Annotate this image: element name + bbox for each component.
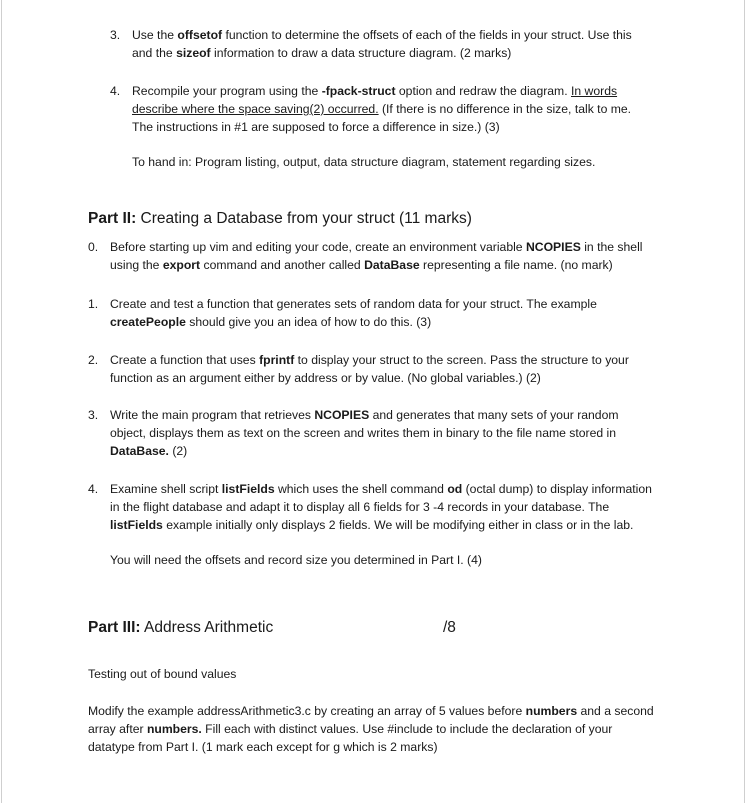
offsets-note: You will need the offsets and record size you determined in Part I. (4) — [110, 553, 482, 567]
part3-paragraph: Modify the example addressArithmetic3.c by creating an array of 5 values before numbers and a second array after numbers. Fill each with distinct values. Use #include to include the declaration of your datatype from Part I. (1 mark each except for g which is 2 marks) — [88, 704, 654, 754]
item-number: 4. — [110, 84, 121, 98]
item-text: Create and test a function that generates sets of random data for your struct. The example createPeople should give you an idea of how to do this. (3) — [110, 297, 597, 329]
page-left-edge — [1, 0, 2, 803]
item-number: 3. — [88, 408, 99, 422]
part3-heading: Part III: Address Arithmetic — [88, 619, 274, 636]
item-number: 3. — [110, 28, 121, 42]
part2-heading: Part II: Creating a Database from your struct (11 marks) — [88, 210, 472, 227]
item-number: 0. — [88, 240, 99, 254]
part3-score: /8 — [443, 619, 456, 636]
item-text: Create a function that uses fprintf to display your struct to the screen. Pass the structure to your function as an argument either by address or by value. (No global variables.) (2) — [110, 353, 629, 385]
item-text: Examine shell script listFields which uses the shell command od (octal dump) to display information in the flight database and adapt it to display all 6 fields for 3 -4 records in your database. The listFields example initially only displays 2 fields. We will be modifying either in class or in the lab. You will need the offsets and record size you determined in Part I. (4) — [110, 482, 652, 567]
item-text: Write the main program that retrieves NCOPIES and generates that many sets of your random object, displays them as text on the screen and writes them in binary to the file name stored in DataBase. (2) — [110, 408, 619, 458]
item-number: 2. — [88, 353, 99, 367]
hand-in-note: To hand in: Program listing, output, data structure diagram, statement regarding sizes. — [132, 155, 596, 169]
page-right-edge — [744, 0, 745, 803]
item-number: 4. — [88, 482, 99, 496]
item-text: Recompile your program using the -fpack-struct option and redraw the diagram. In words describe where the space saving(2) occurred. (If there is no difference in the size, talk to me. The instructions in #1 are supposed to force a difference in size.) (3) To hand in: Program listing, output, data structure diagram, statement regarding sizes. — [132, 84, 632, 169]
item-text: Use the offsetof function to determine the offsets of each of the fields in your struct. Use this and the sizeof information to draw a data structure diagram. (2 marks) — [132, 28, 632, 60]
part3-subheading: Testing out of bound values — [88, 667, 237, 681]
item-text: Before starting up vim and editing your code, create an environment variable NCOPIES in the shell using the export command and another called DataBase representing a file name. (no mark) — [110, 240, 643, 272]
item-number: 1. — [88, 297, 99, 311]
